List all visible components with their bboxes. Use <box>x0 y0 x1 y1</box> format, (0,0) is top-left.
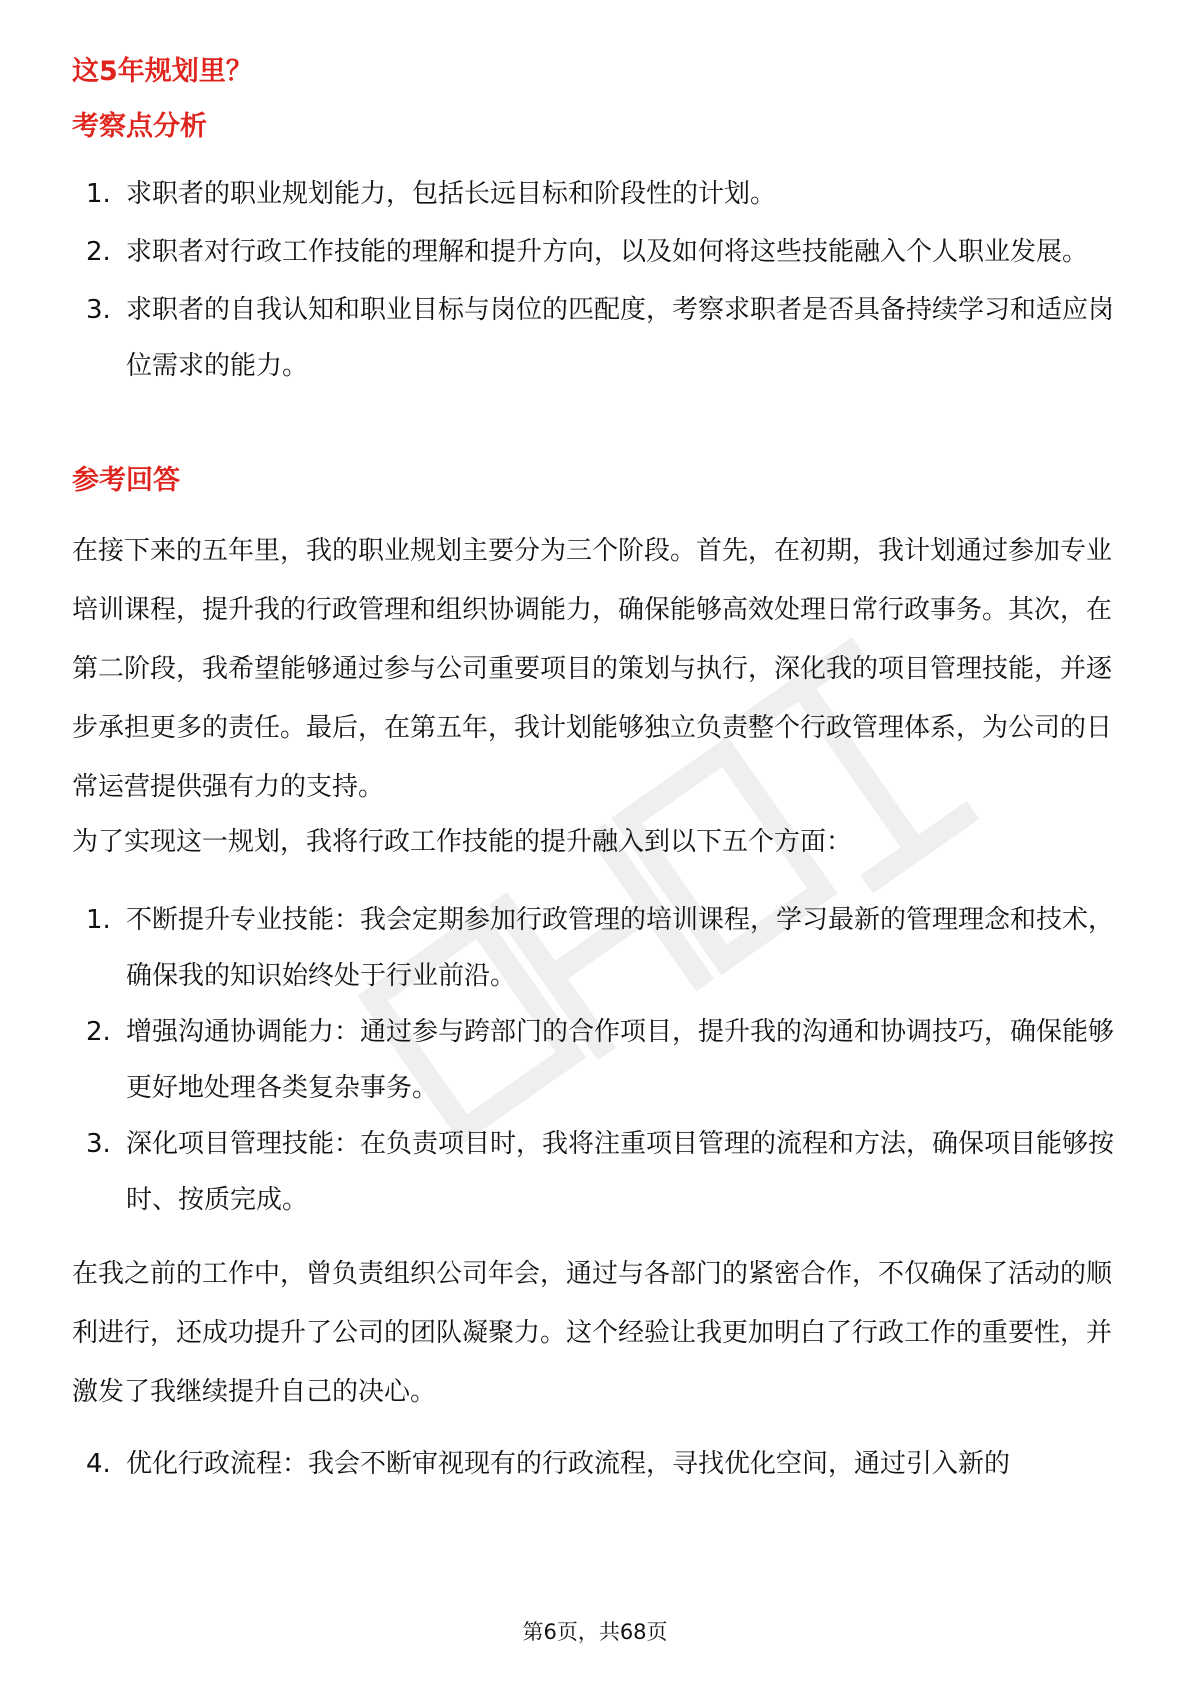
analysis-list <box>72 166 1118 394</box>
answer-paragraph-intro: 在接下来的五年里，我的职业规划主要分为三个阶段。首先，在初期，我计划通过参加专业培训课程，提升我的行政管理和组织协调能力，确保能够高效处理日常行政事务。其次，在第二阶段，我希望能够通过参与公司重要项目的策划与执行，深化我的项目管理技能，并逐步承担更多的责任。最后，在第五年，我计划能够独立负责整个行政管理体系，为公司的日常运营提供强有力的支持。 <box>72 536 1113 802</box>
list-item-number: 3. <box>86 1129 111 1159</box>
list-item-text: 求职者对行政工作技能的理解和提升方向，以及如何将这些技能融入个人职业发展。 <box>126 237 1089 267</box>
list-item-number: 4. <box>86 1449 111 1479</box>
page-footer: 第6页，共68页 <box>522 1620 668 1644</box>
section-heading-answer: 参考回答 <box>72 465 180 496</box>
list-item-number: 2. <box>86 237 111 267</box>
list-item <box>72 1116 1118 1228</box>
list-item-text: 优化行政流程：我会不断审视现有的行政流程，寻找优化空间，通过引入新的 <box>126 1449 1011 1479</box>
list-item <box>72 282 1118 394</box>
list-item-number: 2. <box>86 1017 111 1047</box>
aspects-list <box>72 892 1118 1228</box>
list-item <box>72 224 1118 280</box>
list-item-number: 1. <box>86 179 111 209</box>
list-item-text: 增强沟通协调能力：通过参与跨部门的合作项目，提升我的沟通和协调技巧，确保能够更好地处理各类复杂事务。 <box>126 1017 1115 1103</box>
answer-paragraph-experience: 在我之前的工作中，曾负责组织公司年会，通过与各部门的紧密合作，不仅确保了活动的顺利进行，还成功提升了公司的团队凝聚力。这个经验让我更加明白了行政工作的重要性，并激发了我继续提升自己的决心。 <box>72 1259 1113 1407</box>
list-item-number: 1. <box>86 905 111 935</box>
aspects-list-continued <box>72 1436 1118 1492</box>
list-item <box>72 1436 1118 1492</box>
list-item <box>72 892 1118 1004</box>
list-item-text: 不断提升专业技能：我会定期参加行政管理的培训课程，学习最新的管理理念和技术，确保我的知识始终处于行业前沿。 <box>126 905 1115 991</box>
section-heading-analysis: 考察点分析 <box>72 111 207 142</box>
list-item <box>72 1004 1118 1116</box>
list-item <box>72 166 1118 222</box>
list-item-number: 3. <box>86 295 111 325</box>
list-item-text: 求职者的自我认知和职业目标与岗位的匹配度，考察求职者是否具备持续学习和适应岗位需求的能力。 <box>126 295 1115 381</box>
answer-paragraph-aspects: 为了实现这一规划，我将行政工作技能的提升融入到以下五个方面： <box>72 827 853 857</box>
list-item-text: 深化项目管理技能：在负责项目时，我将注重项目管理的流程和方法，确保项目能够按时、按质完成。 <box>126 1129 1115 1215</box>
list-item-text: 求职者的职业规划能力，包括长远目标和阶段性的计划。 <box>126 179 777 209</box>
section-heading-continued: 这5年规划里？ <box>72 56 253 87</box>
